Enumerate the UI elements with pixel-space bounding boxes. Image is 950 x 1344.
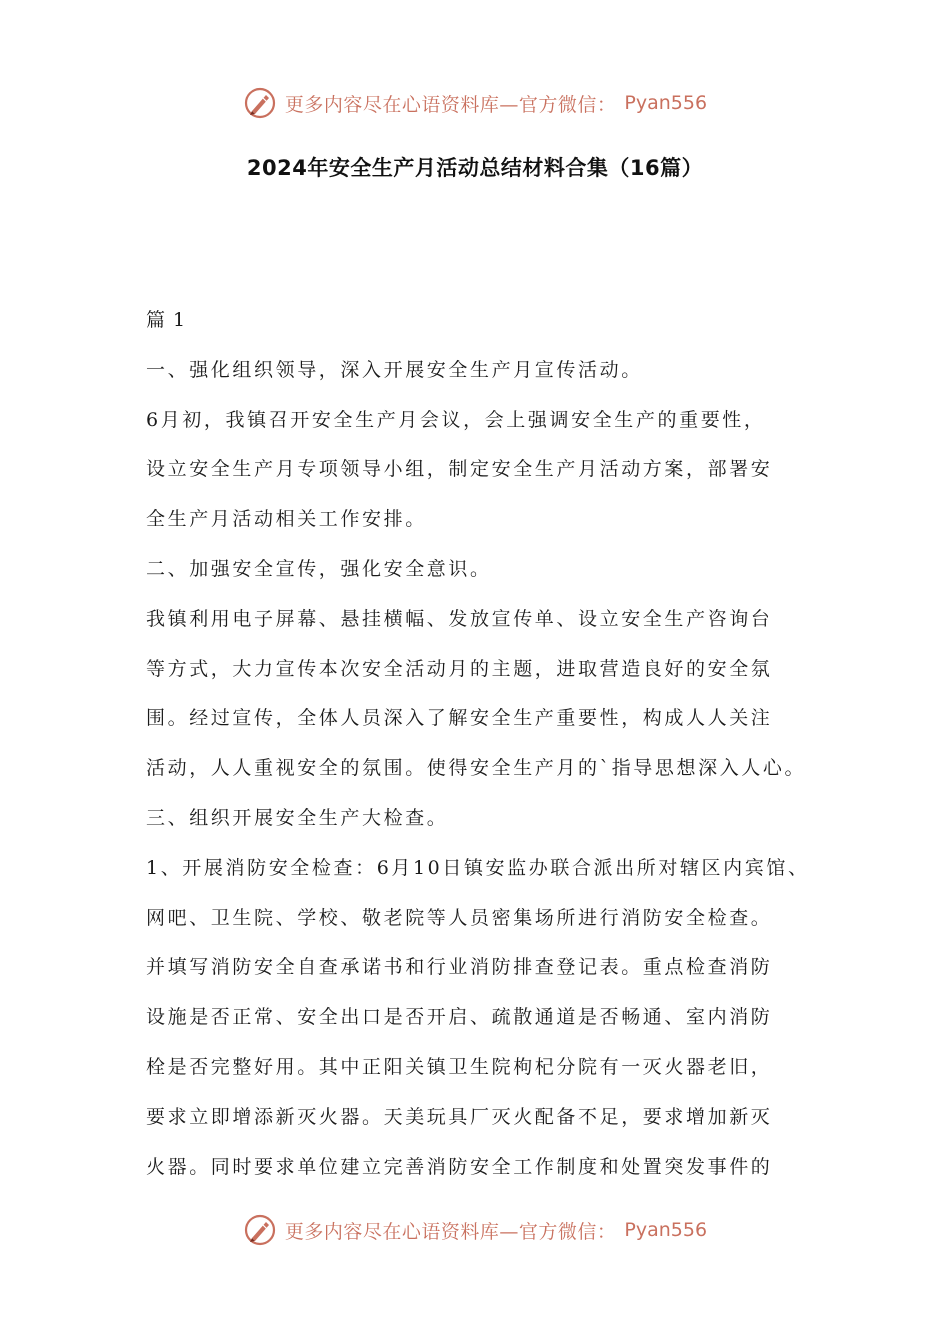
document-title: 2024年安全生产月活动总结材料合集（16篇）	[246, 156, 704, 180]
paragraph-line: 栓是否完整好用。其中正阳关镇卫生院枸杞分院有一灭火器老旧，	[146, 1055, 773, 1078]
paragraph-line: 设施是否正常、安全出口是否开启、疏散通道是否畅通、室内消防	[146, 1006, 773, 1029]
paragraph-line: 设立安全生产月专项领导小组，制定安全生产月活动方案，部署安	[146, 458, 773, 481]
paragraph-line: 围。经过宣传，全体人员深入了解安全生产重要性，构成人人关注	[146, 707, 773, 730]
watermark-text: 更多内容尽在心语资料库—官方微信：	[284, 1220, 617, 1243]
watermark-wechat-id: Pyan556	[624, 1219, 708, 1241]
section-heading: 一、强化组织领导，深入开展安全生产月宣传活动。	[146, 358, 643, 381]
paragraph-line: 要求立即增添新灭火器。天美玩具厂灭火配备不足，要求增加新灭	[146, 1105, 773, 1128]
watermark-wechat-id: Pyan556	[624, 92, 708, 114]
paragraph-line: 全生产月活动相关工作安排。	[146, 508, 427, 531]
header-watermark	[0, 83, 950, 123]
paragraph-line: 6月初，我镇召开安全生产月会议，会上强调安全生产的重要性，	[146, 408, 766, 431]
section-heading: 二、加强安全宣传，强化安全意识。	[146, 557, 492, 580]
paragraph-line: 并填写消防安全自查承诺书和行业消防排查登记表。重点检查消防	[146, 956, 773, 979]
paragraph-line: 网吧、卫生院、学校、敬老院等人员密集场所进行消防安全检查。	[146, 906, 773, 929]
paragraph-line: 我镇利用电子屏幕、悬挂横幅、发放宣传单、设立安全生产咨询台	[146, 607, 773, 630]
paragraph-line: 活动，人人重视安全的氛围。使得安全生产月的`指导思想深入人心。	[146, 757, 807, 780]
pen-logo-icon	[243, 1213, 277, 1247]
paragraph-line: 等方式，大力宣传本次安全活动月的主题，进取营造良好的安全氛	[146, 657, 773, 680]
document-body	[146, 296, 816, 1192]
paragraph-line: 火器。同时要求单位建立完善消防安全工作制度和处置突发事件的	[146, 1155, 773, 1178]
footer-watermark	[0, 1210, 950, 1250]
pen-logo-icon	[243, 86, 277, 120]
section-heading: 三、组织开展安全生产大检查。	[146, 806, 449, 829]
chapter-label: 篇 1	[146, 309, 187, 331]
watermark-text: 更多内容尽在心语资料库—官方微信：	[284, 93, 617, 116]
paragraph-line: 1、开展消防安全检查：6月10日镇安监办联合派出所对辖区内宾馆、	[146, 856, 810, 879]
